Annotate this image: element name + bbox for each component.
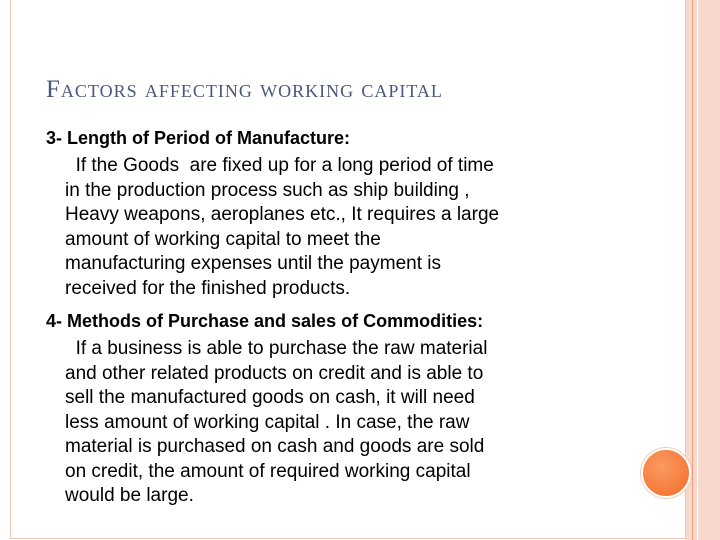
slide-body bbox=[46, 126, 626, 509]
section-methods-of-purchase bbox=[46, 309, 626, 509]
paragraph-line: Heavy weapons, aeroplanes etc., It requires a large bbox=[65, 204, 500, 225]
band-line bbox=[697, 0, 698, 540]
paragraph-line: amount of working capital to meet the bbox=[65, 228, 381, 250]
paragraph-line: sell the manufactured goods on cash, it will need bbox=[65, 387, 475, 408]
section-heading: 3- Length of Period of Manufacture: bbox=[46, 128, 350, 148]
paragraph-line: would be large. bbox=[65, 485, 194, 506]
slide-title: Factors affecting working capital bbox=[46, 76, 443, 103]
section-length-of-period bbox=[46, 126, 626, 301]
paragraph-line: received for the finished products. bbox=[65, 277, 351, 299]
paragraph-line: material is purchased on cash and goods are sold bbox=[65, 436, 485, 457]
orange-circle-icon bbox=[641, 448, 691, 498]
section-paragraph bbox=[46, 337, 626, 509]
right-decorative-band bbox=[686, 0, 720, 540]
section-paragraph bbox=[46, 154, 626, 301]
paragraph-line: on credit, the amount of required working capital bbox=[65, 460, 471, 482]
paragraph-line: and other related products on credit and is able to bbox=[65, 362, 484, 384]
band-line bbox=[692, 0, 693, 540]
paragraph-line: in the production process such as ship building , bbox=[65, 179, 470, 201]
paragraph-line: manufacturing expenses until the payment is bbox=[65, 253, 441, 274]
section-heading: 4- Methods of Purchase and sales of Commodities: bbox=[46, 311, 484, 331]
paragraph-line: less amount of working capital . In case, the raw bbox=[65, 411, 470, 433]
paragraph-line: If the Goods are fixed up for a long period of time bbox=[65, 155, 494, 176]
paragraph-line: If a business is able to purchase the raw material bbox=[65, 338, 488, 359]
